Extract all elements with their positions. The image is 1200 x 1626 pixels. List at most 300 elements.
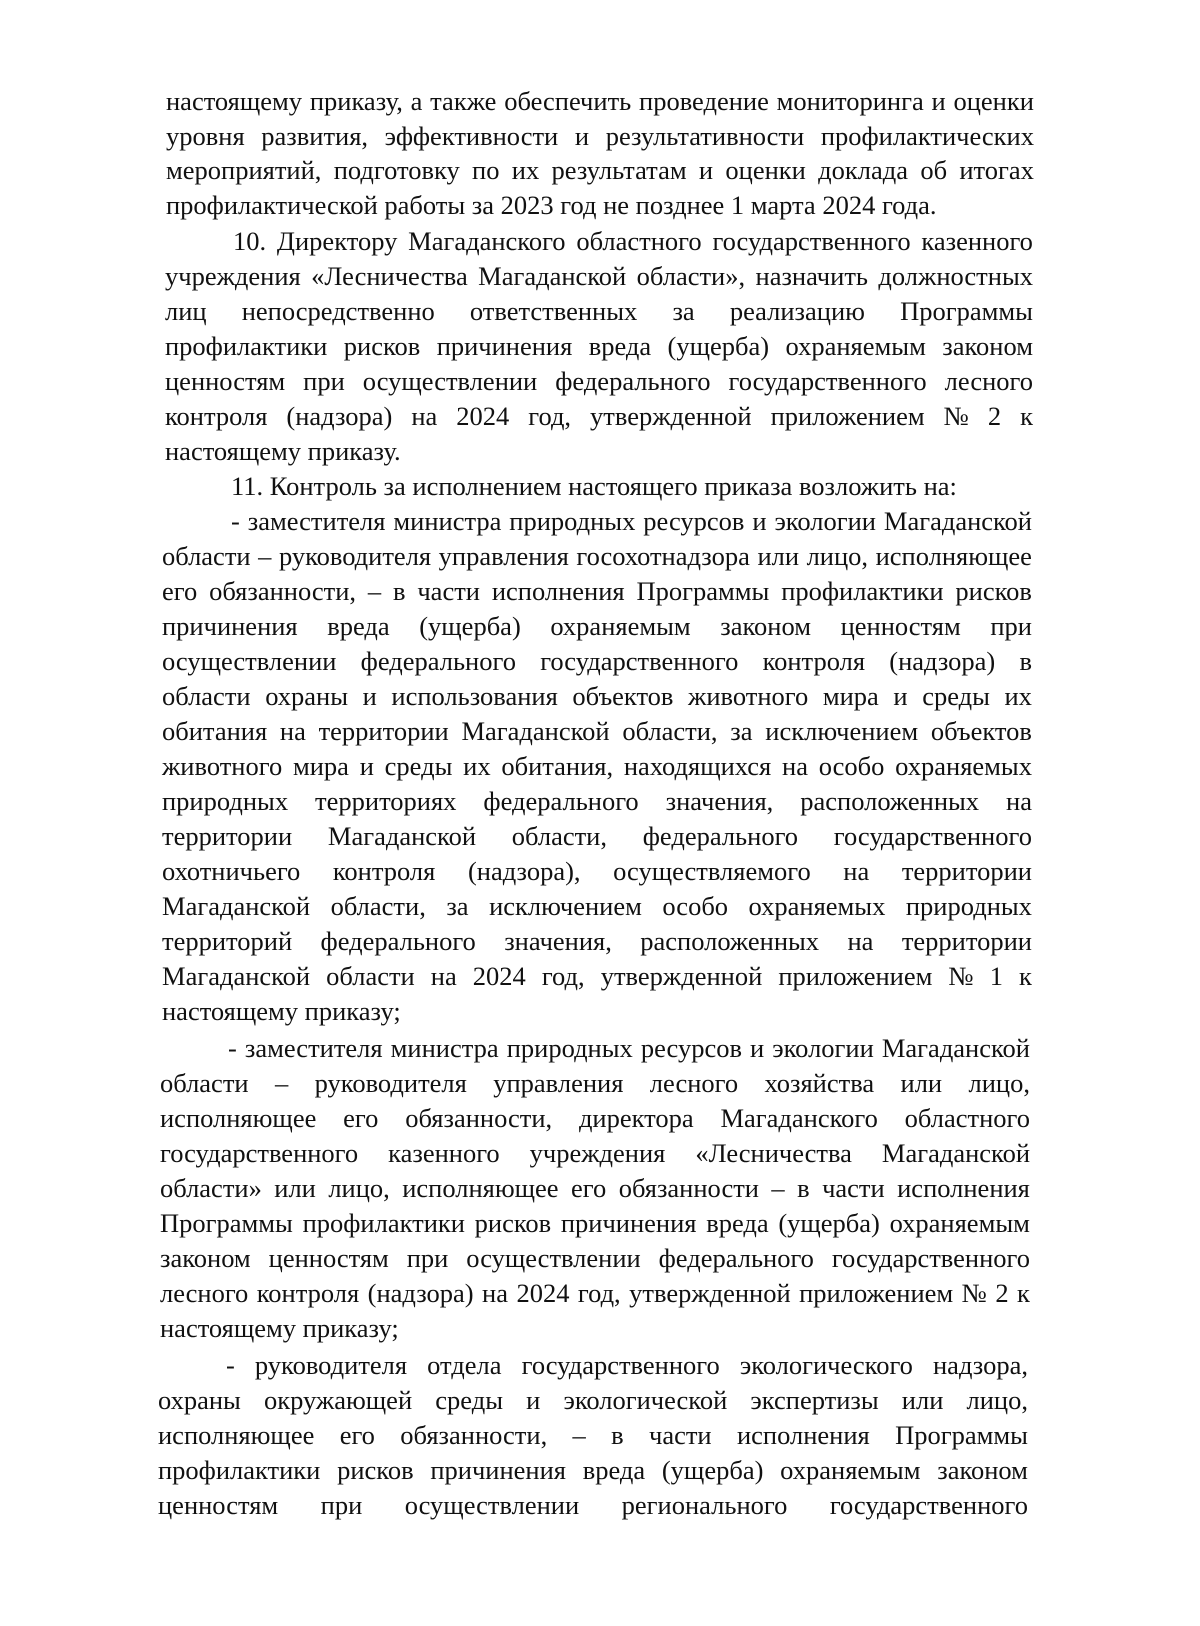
word: федерального bbox=[658, 1243, 814, 1273]
word: лицо, bbox=[968, 1068, 1030, 1098]
word: государственного bbox=[728, 366, 927, 396]
word: приложением bbox=[799, 1278, 954, 1308]
word: мероприятий, bbox=[166, 155, 322, 185]
text-line bbox=[162, 821, 1032, 851]
word: их bbox=[1004, 681, 1032, 711]
word: мира bbox=[292, 751, 349, 781]
word: и bbox=[893, 681, 908, 711]
word: экологической bbox=[563, 1385, 728, 1415]
word: их bbox=[463, 751, 491, 781]
text-line: настоящему приказу; bbox=[160, 1313, 399, 1343]
text-line: профилактической работы за 2023 год не позднее 1 марта 2024 года. bbox=[166, 190, 937, 220]
word: в bbox=[392, 576, 406, 606]
word: – bbox=[771, 1173, 785, 1203]
word: на bbox=[843, 856, 870, 886]
word: на bbox=[279, 716, 306, 746]
text-line bbox=[226, 1350, 1028, 1380]
text-line bbox=[160, 1243, 1030, 1273]
word: профилактики bbox=[165, 331, 328, 361]
word: причинения bbox=[430, 1455, 566, 1485]
word: контроля bbox=[332, 856, 436, 886]
word: исполнения bbox=[491, 576, 625, 606]
word: год, bbox=[541, 961, 585, 991]
word: государственного bbox=[521, 1350, 720, 1380]
word: его bbox=[343, 1103, 379, 1133]
word: профилактических bbox=[820, 121, 1034, 151]
text-line bbox=[162, 681, 1032, 711]
word: исполняющее bbox=[875, 541, 1032, 571]
word: природных bbox=[162, 786, 289, 816]
word: животного bbox=[688, 681, 809, 711]
word: заместителя bbox=[244, 1033, 383, 1063]
text-line bbox=[165, 261, 1033, 291]
word: профилактики bbox=[158, 1455, 321, 1485]
word: исполнения bbox=[736, 1420, 870, 1450]
word: 2024 bbox=[456, 401, 510, 431]
word: или bbox=[900, 1068, 943, 1098]
word: и bbox=[750, 1033, 765, 1063]
text-line bbox=[228, 1033, 1030, 1063]
word: № bbox=[943, 401, 969, 431]
word: 10. bbox=[233, 226, 267, 256]
word: объектов bbox=[572, 681, 674, 711]
word: руководителя bbox=[314, 1068, 467, 1098]
word: и bbox=[698, 155, 714, 185]
word: охраняемым bbox=[550, 611, 691, 641]
word: управления bbox=[493, 1068, 624, 1098]
text-line bbox=[162, 961, 1032, 991]
word: и bbox=[362, 681, 377, 711]
word: исполняющее bbox=[158, 1420, 315, 1450]
word: Программы bbox=[160, 1208, 293, 1238]
word: области bbox=[326, 961, 415, 991]
word: особо bbox=[818, 751, 885, 781]
word: федерального bbox=[320, 926, 476, 956]
word: «Лесничества bbox=[311, 261, 468, 291]
word: ответственных bbox=[469, 296, 638, 326]
word: эффективности bbox=[384, 121, 559, 151]
word: рисков bbox=[474, 1208, 552, 1238]
word: результативности bbox=[605, 121, 805, 151]
word: Магаданской bbox=[883, 506, 1032, 536]
word: и bbox=[931, 86, 946, 116]
word: учреждения bbox=[529, 1138, 666, 1168]
word: надзора, bbox=[933, 1350, 1028, 1380]
word: или bbox=[757, 541, 800, 571]
word: причинения bbox=[560, 1208, 697, 1238]
text-line bbox=[160, 1278, 1030, 1308]
word: уровня bbox=[166, 121, 245, 151]
word: вреда bbox=[327, 611, 390, 641]
text-line bbox=[162, 646, 1032, 676]
word: № bbox=[961, 1278, 987, 1308]
word: на bbox=[847, 926, 874, 956]
word: 1 bbox=[989, 961, 1003, 991]
word: проведение bbox=[639, 86, 769, 116]
word: осуществлении bbox=[362, 366, 538, 396]
word: назначить bbox=[755, 261, 868, 291]
word: руководителя bbox=[278, 541, 432, 571]
text-line bbox=[160, 1208, 1030, 1238]
word: должностных bbox=[878, 261, 1033, 291]
word: на bbox=[782, 751, 808, 781]
text-line: настоящему приказу. bbox=[165, 436, 401, 466]
word: охраняемых bbox=[895, 751, 1032, 781]
word: контроля bbox=[256, 1278, 360, 1308]
word: области bbox=[160, 1068, 249, 1098]
word: части bbox=[649, 1420, 712, 1450]
word: обитания bbox=[162, 716, 268, 746]
word: его bbox=[571, 1173, 607, 1203]
text-line bbox=[160, 1103, 1030, 1133]
word: исполняющее bbox=[160, 1103, 317, 1133]
word: за bbox=[730, 716, 753, 746]
word: 2 bbox=[987, 401, 1002, 431]
word: утвержденной bbox=[600, 961, 763, 991]
word: Магаданской bbox=[162, 891, 311, 921]
word: охотничьего bbox=[162, 856, 301, 886]
word: природных bbox=[506, 1033, 633, 1063]
word: настоящему bbox=[166, 86, 303, 116]
text-line bbox=[165, 296, 1033, 326]
word: рисков bbox=[955, 576, 1032, 606]
text-line bbox=[162, 751, 1032, 781]
text-line bbox=[231, 506, 1032, 536]
word: федерального bbox=[483, 786, 639, 816]
word: к bbox=[1017, 1278, 1030, 1308]
word: «Лесничества bbox=[695, 1138, 852, 1168]
word: ресурсов bbox=[640, 1033, 742, 1063]
word: государственного bbox=[160, 1138, 359, 1168]
word: федерального bbox=[360, 646, 516, 676]
word: использования bbox=[391, 681, 558, 711]
word: территории bbox=[318, 716, 449, 746]
word: год, bbox=[528, 401, 572, 431]
word: государственного bbox=[540, 646, 739, 676]
word: рисков bbox=[343, 331, 421, 361]
word: охраняемым bbox=[785, 331, 926, 361]
word: при bbox=[303, 366, 345, 396]
word: результатам bbox=[551, 155, 687, 185]
text-line bbox=[162, 786, 1032, 816]
word: экспертизы bbox=[750, 1385, 879, 1415]
word: оценки bbox=[953, 86, 1034, 116]
word: год, bbox=[577, 1278, 621, 1308]
word: части bbox=[822, 1173, 885, 1203]
word: лесного bbox=[944, 366, 1033, 396]
word: осуществлении bbox=[466, 1243, 641, 1273]
word: причинения bbox=[436, 331, 573, 361]
word: утвержденной bbox=[590, 401, 752, 431]
word: государственного bbox=[831, 1243, 1030, 1273]
word: природных bbox=[509, 506, 636, 536]
text-line bbox=[166, 121, 1034, 151]
word: - bbox=[231, 506, 240, 536]
word: – bbox=[275, 1068, 289, 1098]
text-line bbox=[162, 576, 1032, 606]
word: ценностям bbox=[268, 1243, 389, 1273]
word: области», bbox=[636, 261, 746, 291]
word: на bbox=[1006, 786, 1032, 816]
word: расположенных bbox=[800, 786, 980, 816]
word: обязанности bbox=[618, 1173, 759, 1203]
word: лиц bbox=[165, 296, 207, 326]
text-line bbox=[162, 856, 1032, 886]
word: области bbox=[162, 541, 251, 571]
word: ценностям bbox=[165, 366, 286, 396]
word: территориях bbox=[315, 786, 457, 816]
word: утвержденной bbox=[629, 1278, 791, 1308]
word: исполнения bbox=[897, 1173, 1030, 1203]
word: лесного bbox=[160, 1278, 249, 1308]
word: регионального bbox=[621, 1490, 788, 1520]
word: обязанности, bbox=[209, 576, 357, 606]
word: хозяйства bbox=[764, 1068, 875, 1098]
word: обеспечить bbox=[504, 86, 632, 116]
word: также bbox=[430, 86, 497, 116]
word: при bbox=[320, 1490, 363, 1520]
word: приложением bbox=[770, 401, 925, 431]
word: федерального bbox=[555, 366, 711, 396]
text-line bbox=[160, 1068, 1030, 1098]
text-line bbox=[158, 1455, 1028, 1485]
word: на bbox=[482, 1278, 508, 1308]
word: рисков bbox=[337, 1455, 414, 1485]
word: территории bbox=[162, 821, 293, 851]
word: Магаданской bbox=[881, 1033, 1030, 1063]
word: – bbox=[258, 541, 272, 571]
word: лесного bbox=[649, 1068, 739, 1098]
word: охраняемых bbox=[748, 891, 886, 921]
word: законом bbox=[160, 1243, 251, 1273]
word: по bbox=[472, 155, 500, 185]
word: 2 bbox=[995, 1278, 1009, 1308]
word: расположенных bbox=[640, 926, 820, 956]
word: области, bbox=[330, 891, 426, 921]
word: животного bbox=[162, 751, 283, 781]
word: исключением bbox=[489, 891, 642, 921]
word: его bbox=[162, 576, 198, 606]
text-line bbox=[162, 926, 1032, 956]
word: областного bbox=[904, 1103, 1030, 1133]
word: Программы bbox=[900, 296, 1033, 326]
word: в bbox=[1019, 646, 1032, 676]
word: государственного bbox=[833, 821, 1032, 851]
word: министра bbox=[393, 506, 502, 536]
word: к bbox=[1020, 401, 1033, 431]
word: подготовку bbox=[333, 155, 460, 185]
word: Программы bbox=[895, 1420, 1028, 1450]
text-line bbox=[165, 401, 1033, 431]
word: директора bbox=[578, 1103, 694, 1133]
word: непосредственно bbox=[241, 296, 435, 326]
word: - bbox=[228, 1033, 237, 1063]
word: и bbox=[359, 751, 374, 781]
word: его bbox=[339, 1420, 375, 1450]
word: исключением bbox=[765, 716, 919, 746]
text-line bbox=[162, 716, 1032, 746]
word: среды bbox=[922, 681, 990, 711]
word: и bbox=[752, 506, 767, 536]
word: лицо, bbox=[806, 541, 869, 571]
word: за bbox=[446, 891, 469, 921]
word: контроля bbox=[762, 646, 866, 676]
word: значения, bbox=[504, 926, 612, 956]
word: вреда bbox=[588, 331, 652, 361]
text-line bbox=[162, 541, 1032, 571]
word: за bbox=[672, 296, 695, 326]
word: областного bbox=[576, 226, 702, 256]
text-line bbox=[160, 1173, 1030, 1203]
word: 2024 bbox=[516, 1278, 570, 1308]
word: мониторинга bbox=[776, 86, 924, 116]
word: охраны bbox=[265, 681, 349, 711]
word: отдела bbox=[427, 1350, 502, 1380]
word: профилактики bbox=[781, 576, 944, 606]
word: Магаданской bbox=[461, 716, 610, 746]
text-line bbox=[165, 331, 1033, 361]
word: Магаданского bbox=[408, 226, 566, 256]
text-line bbox=[158, 1420, 1028, 1450]
word: Магаданской bbox=[881, 1138, 1030, 1168]
word: окружающей bbox=[263, 1385, 413, 1415]
word: при bbox=[990, 611, 1032, 641]
word: законом bbox=[720, 611, 811, 641]
word: министра bbox=[390, 1033, 499, 1063]
word: казенного bbox=[921, 226, 1033, 256]
word: мира bbox=[822, 681, 879, 711]
word: охраняемым bbox=[780, 1455, 921, 1485]
word: территорий bbox=[162, 926, 293, 956]
word: территории bbox=[901, 926, 1032, 956]
word: приказу, bbox=[309, 86, 403, 116]
word: (надзора) bbox=[889, 646, 996, 676]
text-line bbox=[162, 891, 1032, 921]
word: природных bbox=[905, 891, 1032, 921]
word: обитания, bbox=[501, 751, 614, 781]
word: Магаданской bbox=[162, 961, 311, 991]
word: области, bbox=[622, 716, 718, 746]
word: вреда bbox=[582, 1455, 646, 1485]
word: - bbox=[226, 1350, 235, 1380]
word: обязанности, bbox=[405, 1103, 553, 1133]
word: государственного bbox=[712, 226, 911, 256]
word: осуществляемого bbox=[613, 856, 811, 886]
word: экологического bbox=[739, 1350, 913, 1380]
word: развития, bbox=[261, 121, 369, 151]
word: ресурсов bbox=[643, 506, 745, 536]
word: ценностям bbox=[158, 1490, 279, 1520]
word: Магаданской bbox=[478, 261, 627, 291]
text-line: 11. Контроль за исполнением настоящего приказа возложить на: bbox=[231, 471, 957, 501]
word: (надзора) bbox=[367, 1278, 474, 1308]
word: среды bbox=[384, 751, 453, 781]
word: (ущерба) bbox=[661, 1455, 764, 1485]
word: лицо, bbox=[966, 1385, 1028, 1415]
word: охраны bbox=[158, 1385, 241, 1415]
word: или bbox=[274, 1173, 316, 1203]
word: законом bbox=[942, 331, 1033, 361]
word: казенного bbox=[388, 1138, 500, 1168]
word: при bbox=[406, 1243, 449, 1273]
word: № bbox=[948, 961, 974, 991]
word: а bbox=[410, 86, 423, 116]
word: в bbox=[611, 1420, 624, 1450]
word: находящихся bbox=[623, 751, 772, 781]
word: значения, bbox=[665, 786, 774, 816]
word: охраняемым bbox=[889, 1208, 1030, 1238]
word: объектов bbox=[930, 716, 1032, 746]
word: их bbox=[511, 155, 540, 185]
word: в bbox=[797, 1173, 810, 1203]
word: – bbox=[572, 1420, 586, 1450]
word: осуществлении bbox=[162, 646, 337, 676]
word: на bbox=[430, 961, 457, 991]
word: осуществлении bbox=[404, 1490, 580, 1520]
word: Директору bbox=[276, 226, 398, 256]
word: на bbox=[411, 401, 438, 431]
word: приложением bbox=[778, 961, 933, 991]
word: экологии bbox=[772, 1033, 874, 1063]
word: Магаданского bbox=[720, 1103, 878, 1133]
word: – bbox=[367, 576, 382, 606]
word: профилактики bbox=[302, 1208, 465, 1238]
word: реализацию bbox=[729, 296, 865, 326]
word: оценки bbox=[725, 155, 806, 185]
text-line: настоящему приказу; bbox=[162, 996, 401, 1026]
word: или bbox=[901, 1385, 944, 1415]
word: и bbox=[574, 121, 590, 151]
word: лицо, bbox=[328, 1173, 390, 1203]
word: исполняющее bbox=[402, 1173, 559, 1203]
word: и bbox=[526, 1385, 541, 1415]
word: среды bbox=[435, 1385, 503, 1415]
word: (ущерба) bbox=[778, 1208, 880, 1238]
word: законом bbox=[937, 1455, 1028, 1485]
word: федерального bbox=[642, 821, 799, 851]
word: 2024 bbox=[472, 961, 526, 991]
text-line bbox=[158, 1385, 1028, 1415]
word: Программы bbox=[636, 576, 770, 606]
word: (надзора), bbox=[467, 856, 581, 886]
text-line bbox=[233, 226, 1033, 256]
word: области» bbox=[160, 1173, 262, 1203]
text-line bbox=[160, 1138, 1030, 1168]
word: управления bbox=[438, 541, 569, 571]
word: обязанности, bbox=[400, 1420, 548, 1450]
word: учреждения bbox=[165, 261, 301, 291]
word: к bbox=[1019, 961, 1032, 991]
word: доклада bbox=[818, 155, 909, 185]
word: руководителя bbox=[254, 1350, 408, 1380]
word: Магаданской bbox=[327, 821, 476, 851]
word: государственного bbox=[829, 1490, 1028, 1520]
word: вреда bbox=[706, 1208, 769, 1238]
word: об bbox=[920, 155, 948, 185]
word: (ущерба) bbox=[667, 331, 770, 361]
word: части bbox=[417, 576, 480, 606]
word: (надзора) bbox=[286, 401, 393, 431]
word: заместителя bbox=[247, 506, 386, 536]
word: причинения bbox=[162, 611, 298, 641]
word: госохотнадзора bbox=[576, 541, 750, 571]
text-line bbox=[165, 366, 1033, 396]
word: территории bbox=[901, 856, 1032, 886]
word: области, bbox=[511, 821, 607, 851]
text-line bbox=[158, 1490, 1028, 1520]
text-line bbox=[166, 155, 1034, 185]
word: экологии bbox=[774, 506, 876, 536]
